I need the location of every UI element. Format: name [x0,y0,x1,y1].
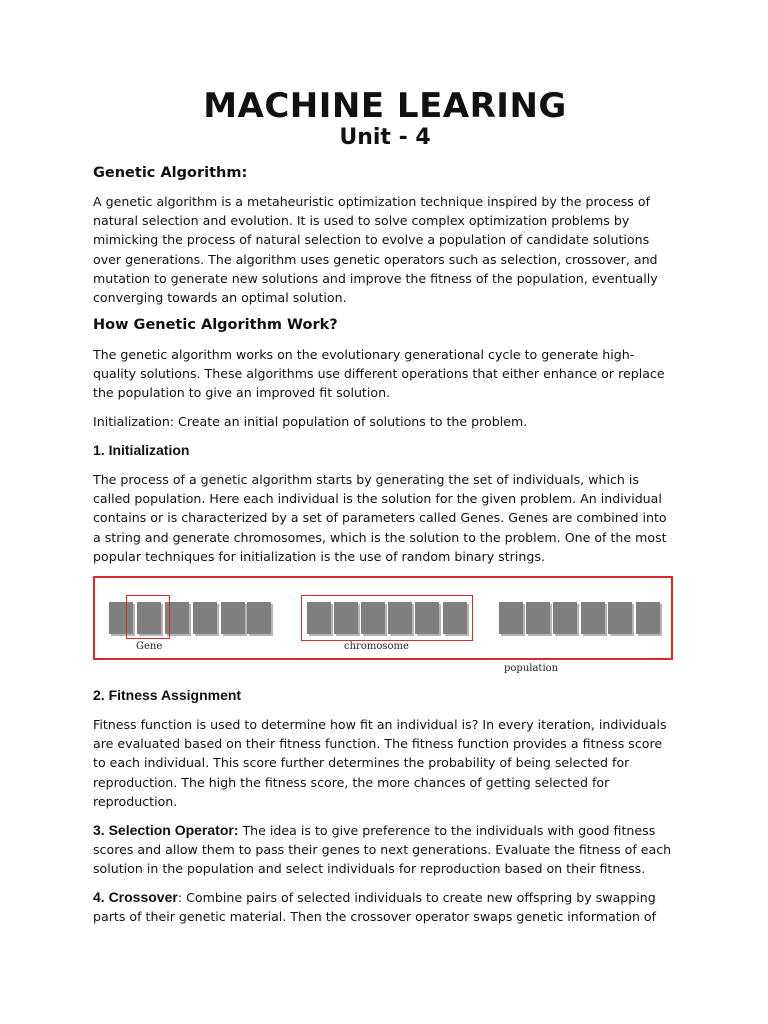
step2-paragraph: Fitness function is used to determine how fit an individual is? In every iteration, individuals are evaluated based on their fitness function. The fitness function provides a fitness score to each individual. This score further determines the probability of being selected for reproduction. The high the fitness score, the more chances of getting selected for reproduction. [93,717,667,809]
gene-block [608,602,632,634]
step4-paragraph [93,888,677,926]
document-subtitle: Unit - 4 [339,125,431,150]
document-title: MACHINE LEARING [203,86,567,126]
genetic-algorithm-heading: Genetic Algorithm: [93,165,248,181]
step3-label: 3. Selection Operator: [93,822,239,838]
gene-block [247,602,271,634]
genetic-algorithm-paragraph: A genetic algorithm is a metaheuristic optimization technique inspired by the process of natural selection and evolution. It is used to solve complex optimization problems by mimicking the process of natural selection to evolve a population of candidate solutions over generations. The algorithm uses genetic operators such as selection, crossover, and mutation to generate new solutions and improve the fitness of the population, eventually converging towards an optimal solution. [93,194,658,306]
step1-paragraph: The process of a genetic algorithm starts by generating the set of individuals, which is called population. Here each individual is the solution for the given problem. An individual contains or is characterized by a set of parameters called Genes. Genes are combined into a string and generate chromosomes, which is the solution to the problem. One of the most popular techniques for initialization is the use of random binary strings. [93,472,667,564]
how-ga-works-heading: How Genetic Algorithm Work? [93,317,338,333]
step2-heading: 2. Fitness Assignment [93,687,242,703]
population-figure [93,576,673,660]
chromosome-highlight-box [301,595,473,641]
step4-text: : Combine pairs of selected individuals to create new offspring by swapping parts of their genetic material. Then the crossover operator swaps genetic information of [93,890,657,925]
gene-block [526,602,550,634]
step3-paragraph [93,821,677,879]
population-label: population [504,663,559,674]
how-ga-works-paragraph: The genetic algorithm works on the evolutionary generational cycle to generate high-quality solutions. These algorithms use different operations that either enhance or replace the population to give an improved fit solution. [93,347,665,401]
gene-block [221,602,245,634]
step4-label: 4. Crossover [93,889,178,905]
gene-block [499,602,523,634]
chromosome-label: chromosome [344,641,409,652]
gene-block [581,602,605,634]
gene-block [553,602,577,634]
gene-highlight-box [126,595,170,639]
step1-heading: 1. Initialization [93,442,190,458]
initialization-line: Initialization: Create an initial population of solutions to the problem. [93,414,528,429]
step3-text: The idea is to give preference to the individuals with good fitness scores and allow them to pass their genes to next generations. Evaluate the fitness of each solution in the population and select individuals for reproduction based on their fitness. [93,823,672,877]
gene-block [636,602,660,634]
gene-block [193,602,217,634]
gene-label: Gene [136,641,163,652]
